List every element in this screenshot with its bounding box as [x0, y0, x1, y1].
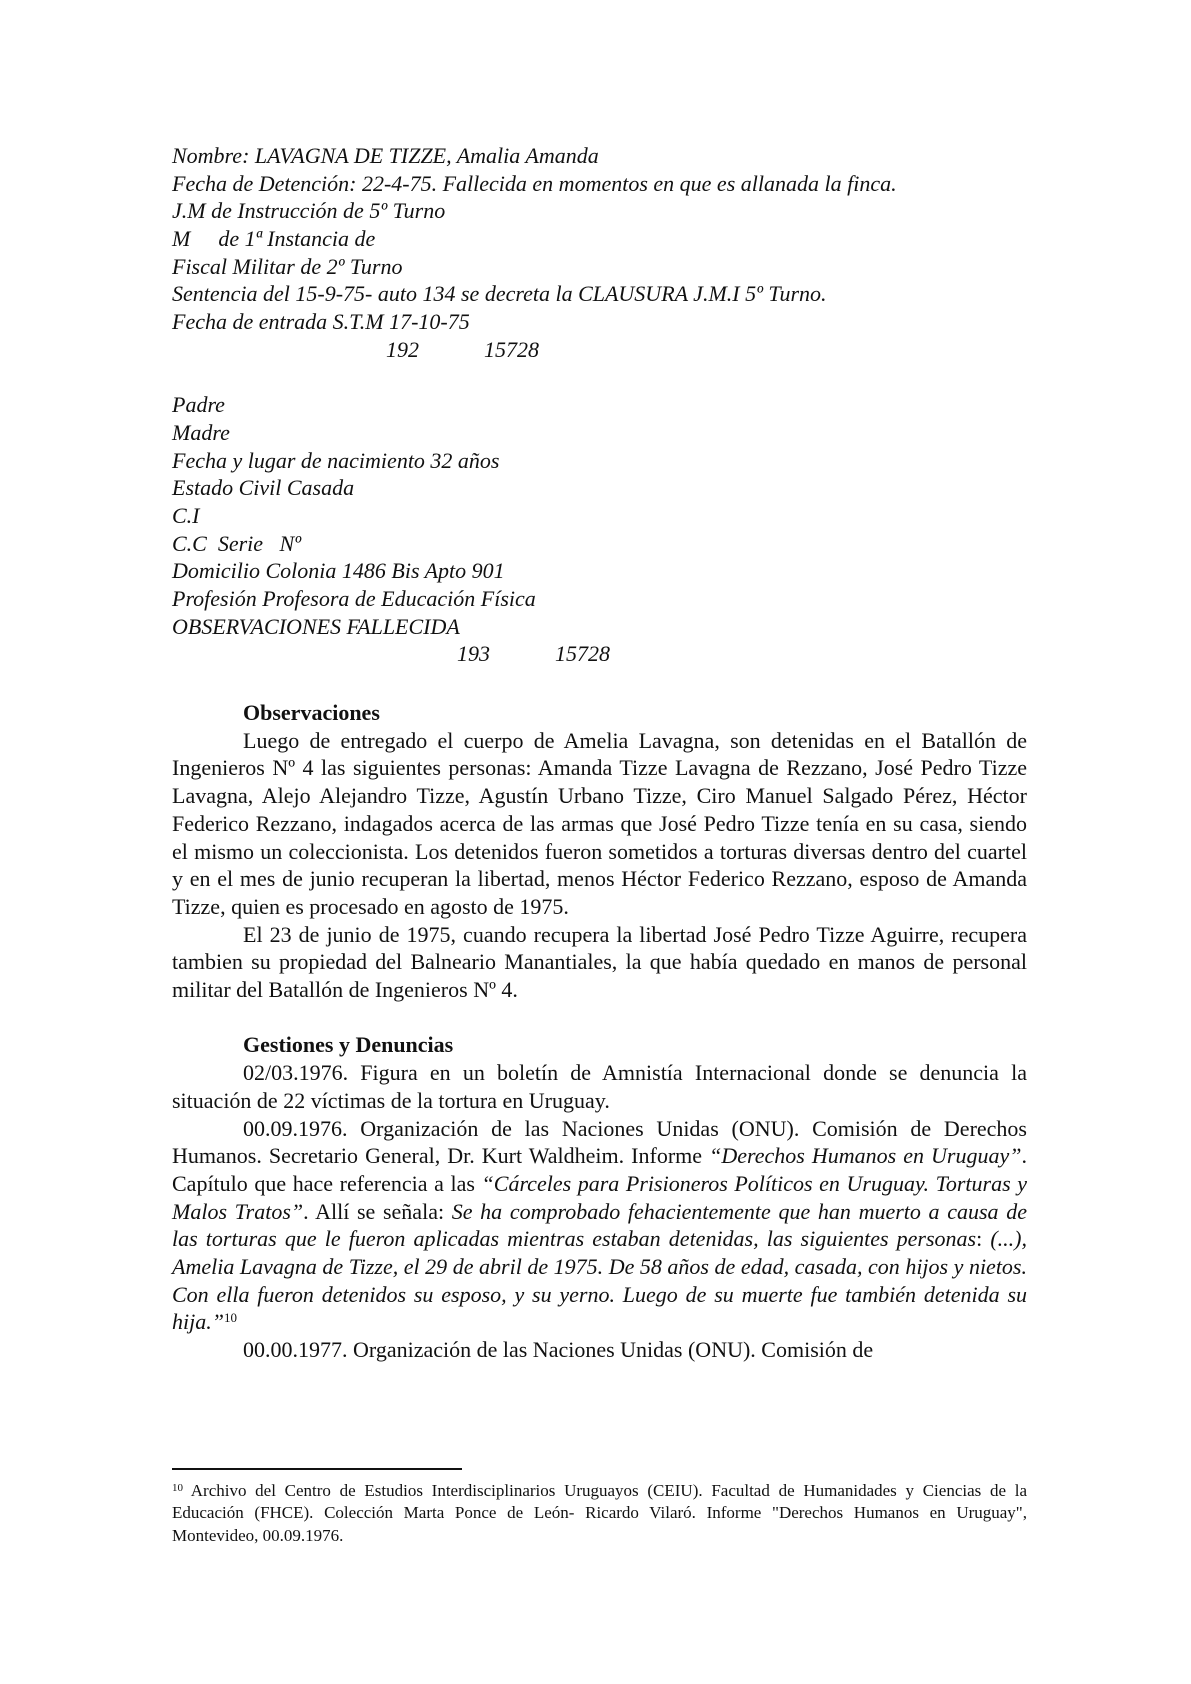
record-instruction-court: J.M de Instrucción de 5º Turno [172, 198, 446, 224]
record-civil-status: Estado Civil Casada [172, 475, 355, 501]
record-profession: Profesión Profesora de Educación Física [172, 586, 536, 611]
record-sentence: Sentencia del 15-9-75- auto 134 se decreta la CLAUSURA J.M.I 5º Turno. [172, 281, 827, 307]
record-ref2-file: 15728 [555, 641, 610, 667]
observaciones-paragraph-2: El 23 de junio de 1975, cuando recupera la libertad José Pedro Tizze Aguirre, recupera tambien su propiedad del Balneario Manantiales, la que había quedado en manos de personal militar del Batallón de Ingenieros Nº 4. [172, 921, 1027, 1003]
record-father: Padre [172, 392, 225, 418]
record-ref1-file: 15728 [484, 336, 539, 362]
record-reference-2 [172, 640, 1027, 668]
gp2-colon: : [976, 1226, 991, 1252]
record-first-instance-rest: de 1ª Instancia de [218, 226, 376, 252]
record-ref1-page: 192 [386, 336, 419, 362]
record-first-instance-m: M [172, 226, 191, 252]
record-entry-date: Fecha de entrada S.T.M 17-10-75 [172, 309, 470, 335]
record-address: Domicilio Colonia 1486 Bis Apto 901 [172, 558, 505, 584]
footnote-reference[interactable]: 10 [223, 1310, 237, 1326]
gp2-chapter-title: “Cárceles para Prisioneros Políticos en Uruguay. Torturas y Malos Tratos” [172, 1170, 1028, 1224]
gestiones-paragraph-2 [172, 1115, 1027, 1337]
document-body [172, 699, 1027, 1364]
gestiones-paragraph-3: 00.00.1977. Organización de las Naciones Unidas (ONU). Comisión de [243, 1337, 874, 1363]
spacer [172, 364, 1027, 392]
gp2-report-title: “Derechos Humanos en Uruguay” [709, 1143, 1022, 1169]
gp2-quote-2: (...), Amelia Lavagna de Tizze, el 29 de abril de 1975. De 58 años de edad, casada, con hijos y nietos. Con ella fueron detenidos su esposo, y su yerno. Luego de su muerte fue también detenida su hija.” [172, 1226, 1027, 1335]
observaciones-paragraph-1: Luego de entregado el cuerpo de Amelia Lavagna, son detenidas en el Batallón de Ingenieros Nº 4 las siguientes personas: Amanda Tizze Lavagna de Rezzano, José Pedro Tizze Lavagna, Alejo Alejandro Tizze, Agustín Urbano Tizze, Ciro Manuel Salgado Pérez, Héctor Federico Rezzano, indagados acerca de las armas que José Pedro Tizze tenía en su casa, siendo el mismo un coleccionista. Los detenidos fueron sometidos a torturas diversas dentro del cuartel y en el mes de junio recuperan la libertad, menos Héctor Federico Rezzano, esposo de Amanda Tizze, quien es procesado en agosto de 1975. [172, 727, 1027, 919]
observaciones-heading: Observaciones [243, 700, 380, 725]
footnote [172, 1480, 1027, 1547]
record-name: Nombre: LAVAGNA DE TIZZE, Amalia Amanda [172, 143, 599, 168]
detention-record [172, 142, 1027, 668]
record-observations: OBSERVACIONES FALLECIDA [172, 613, 460, 639]
record-birth: Fecha y lugar de nacimiento 32 años [172, 447, 500, 473]
gestiones-heading: Gestiones y Denuncias [243, 1032, 454, 1058]
record-military-prosecutor: Fiscal Militar de 2º Turno [172, 253, 403, 279]
gp2-quote-1: Se ha comprobado fehacientemente que han muerto a causa de las torturas que le fueron aplicadas mientras estaban detenidas, las siguientes personas [172, 1198, 1027, 1252]
record-mother: Madre [172, 419, 230, 445]
record-reference-1 [172, 336, 1027, 364]
record-first-instance [172, 225, 1027, 253]
footnote-text: Archivo del Centro de Estudios Interdisciplinarios Uruguayos (CEIU). Facultad de Humanidades y Ciencias de la Educación (FHCE). Colección Marta Ponce de León- Ricardo Vilaró. Informe "Derechos Humanos en Uruguay", Montevideo, 00.09.1976. [172, 1481, 1027, 1545]
footnote-number: 10 [172, 1482, 183, 1494]
gp2-part-e: . Allí se señala: [303, 1198, 452, 1224]
footnote-divider [172, 1468, 462, 1470]
spacer [172, 1004, 1027, 1032]
gestiones-paragraph-1: 02/03.1976. Figura en un boletín de Amnistía Internacional donde se denuncia la situación de 22 víctimas de la tortura en Uruguay. [172, 1060, 1027, 1113]
record-detention-date: Fecha de Detención: 22-4-75. Fallecida en momentos en que es allanada la finca. [172, 170, 897, 196]
gp2-part-a: 00.09.1976. Organización de las Naciones Unidas (ONU). Comisión de Derechos Humanos. Secretario General, Dr. Kurt Waldheim. Informe [172, 1115, 1027, 1169]
record-ci: C.I [172, 502, 200, 528]
gp2-part-c: . Capítulo que hace referencia a las [172, 1143, 1027, 1196]
record-ref2-page: 193 [457, 641, 490, 667]
record-cc: C.C Serie Nº [172, 530, 302, 556]
